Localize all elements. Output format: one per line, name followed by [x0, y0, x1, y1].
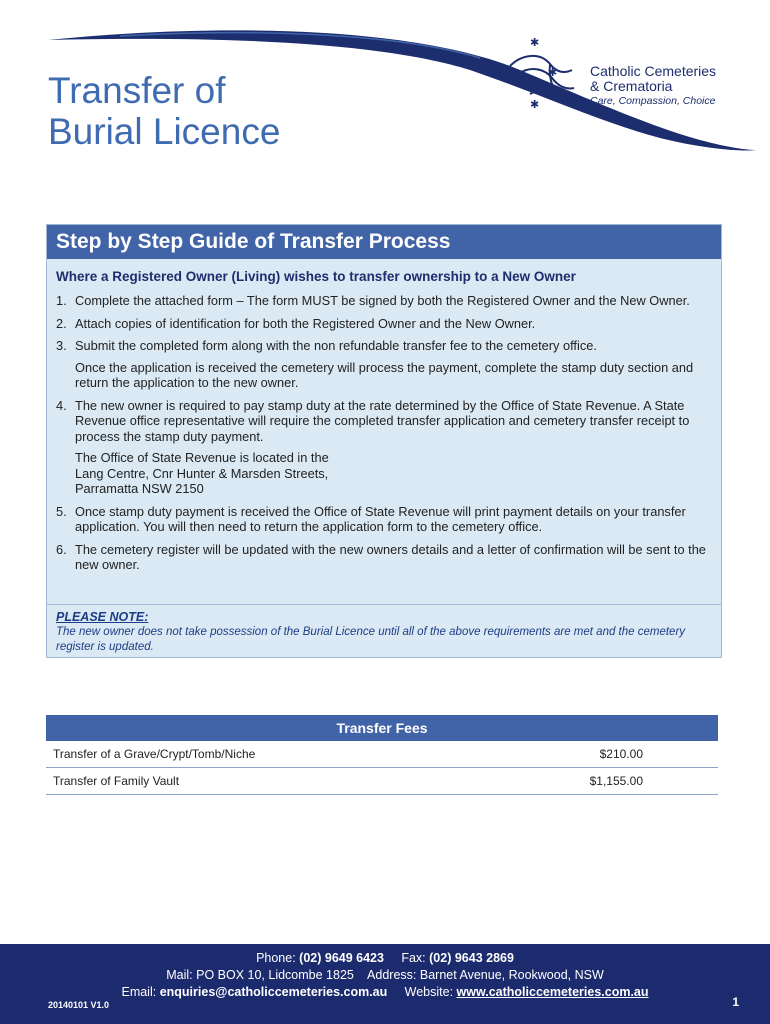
fax-number: (02) 9643 2869: [429, 951, 514, 965]
svg-text:✱: ✱: [506, 70, 516, 83]
step-item: [56, 542, 716, 573]
fee-amount: $1,155.00: [589, 774, 643, 788]
page-number: 1: [732, 995, 739, 1009]
website-label: Website:: [404, 985, 454, 999]
step-number: 6.: [56, 541, 67, 557]
step-item: [56, 338, 716, 391]
fee-row: [46, 768, 718, 795]
website-link[interactable]: www.catholiccemeteries.com.au: [456, 985, 649, 999]
footer-web-line: [0, 985, 770, 999]
fee-amount: $210.00: [599, 747, 643, 761]
guide-heading: Step by Step Guide of Transfer Process: [47, 225, 721, 259]
dove-logo-icon: [500, 36, 584, 120]
please-note: [47, 604, 721, 655]
mail-address: PO BOX 10, Lidcombe 1825: [196, 968, 354, 982]
email-link[interactable]: enquiries@catholiccemeteries.com.au: [159, 985, 388, 999]
step-text: Attach copies of identification for both the Registered Owner and the New Owner.: [75, 315, 536, 331]
fees-heading: Transfer Fees: [46, 715, 718, 741]
mail-label: Mail:: [166, 968, 193, 982]
step-text: The cemetery register will be updated with the new owners details and a letter of confirmation will be sent to the new owner.: [75, 541, 706, 572]
svg-text:✱: ✱: [530, 36, 540, 49]
step-item: [56, 398, 716, 497]
step-text: Once the application is received the cemetery will process the payment, complete the stamp duty section and return the application to the new owner.: [75, 359, 694, 390]
step-text: The new owner is required to pay stamp duty at the rate determined by the Office of State Revenue. A State Revenue office representative will require the completed transfer application and cemetery transfer receipt to process the stamp duty payment.: [75, 397, 690, 444]
svg-text:✱: ✱: [548, 66, 558, 79]
fee-item: Transfer of a Grave/Crypt/Tomb/Niche: [53, 747, 256, 761]
step-text: Complete the attached form – The form MUST be signed by both the Registered Owner and the New Owner.: [75, 293, 690, 308]
document-version: 20140101 V1.0: [48, 1000, 110, 1010]
footer: [0, 944, 770, 1024]
fax-label: Fax:: [401, 951, 426, 965]
guide-subheading: Where a Registered Owner (Living) wishes to transfer ownership to a New Owner: [56, 269, 576, 284]
logo-tagline: Care, Compassion, Choice: [590, 95, 716, 107]
transfer-guide-panel: [46, 224, 722, 658]
logo-name-line-2: & Crematoria: [590, 78, 673, 94]
step-number: 3.: [56, 338, 67, 353]
note-text: The new owner does not take possession of the Burial Licence until all of the above requirements are met and the cemetery register is updated.: [56, 626, 686, 653]
title-line-1: Transfer of: [48, 70, 226, 111]
steps-list: [56, 293, 716, 580]
step-number: 2.: [56, 315, 67, 331]
phone-number: (02) 9649 6423: [299, 951, 384, 965]
fee-row: [46, 741, 718, 768]
note-label: PLEASE NOTE:: [56, 610, 149, 624]
step-item: [56, 504, 716, 535]
footer-contact-line: [0, 951, 770, 965]
step-text: Submit the completed form along with the non refundable transfer fee to the cemetery office.: [75, 338, 597, 353]
transfer-fees-table: [46, 715, 718, 795]
phone-label: Phone:: [256, 951, 296, 965]
step-number: 4.: [56, 397, 67, 413]
step-item: [56, 316, 716, 332]
email-label: Email:: [121, 985, 157, 999]
svg-text:✱: ✱: [530, 98, 540, 111]
step-number: 1.: [56, 293, 67, 308]
step-number: 5.: [56, 503, 67, 519]
step-item: [56, 293, 716, 309]
title-line-2: Burial Licence: [48, 111, 281, 152]
logo-name-line-1: Catholic Cemeteries: [590, 63, 717, 79]
fee-item: Transfer of Family Vault: [53, 774, 180, 788]
step-text: The Office of State Revenue is located in the Lang Centre, Cnr Hunter & Marsden Streets, Parramatta NSW 2150: [75, 450, 329, 496]
step-text: Once stamp duty payment is received the Office of State Revenue will print payment details on your transfer application. You will then need to return the application form to the cemetery office.: [75, 503, 686, 534]
page-title: [48, 70, 280, 152]
address-label: Address:: [367, 968, 417, 982]
brand-logo-text: [590, 64, 716, 108]
footer-address-line: [0, 968, 770, 982]
street-address: Barnet Avenue, Rookwood, NSW: [419, 968, 604, 982]
